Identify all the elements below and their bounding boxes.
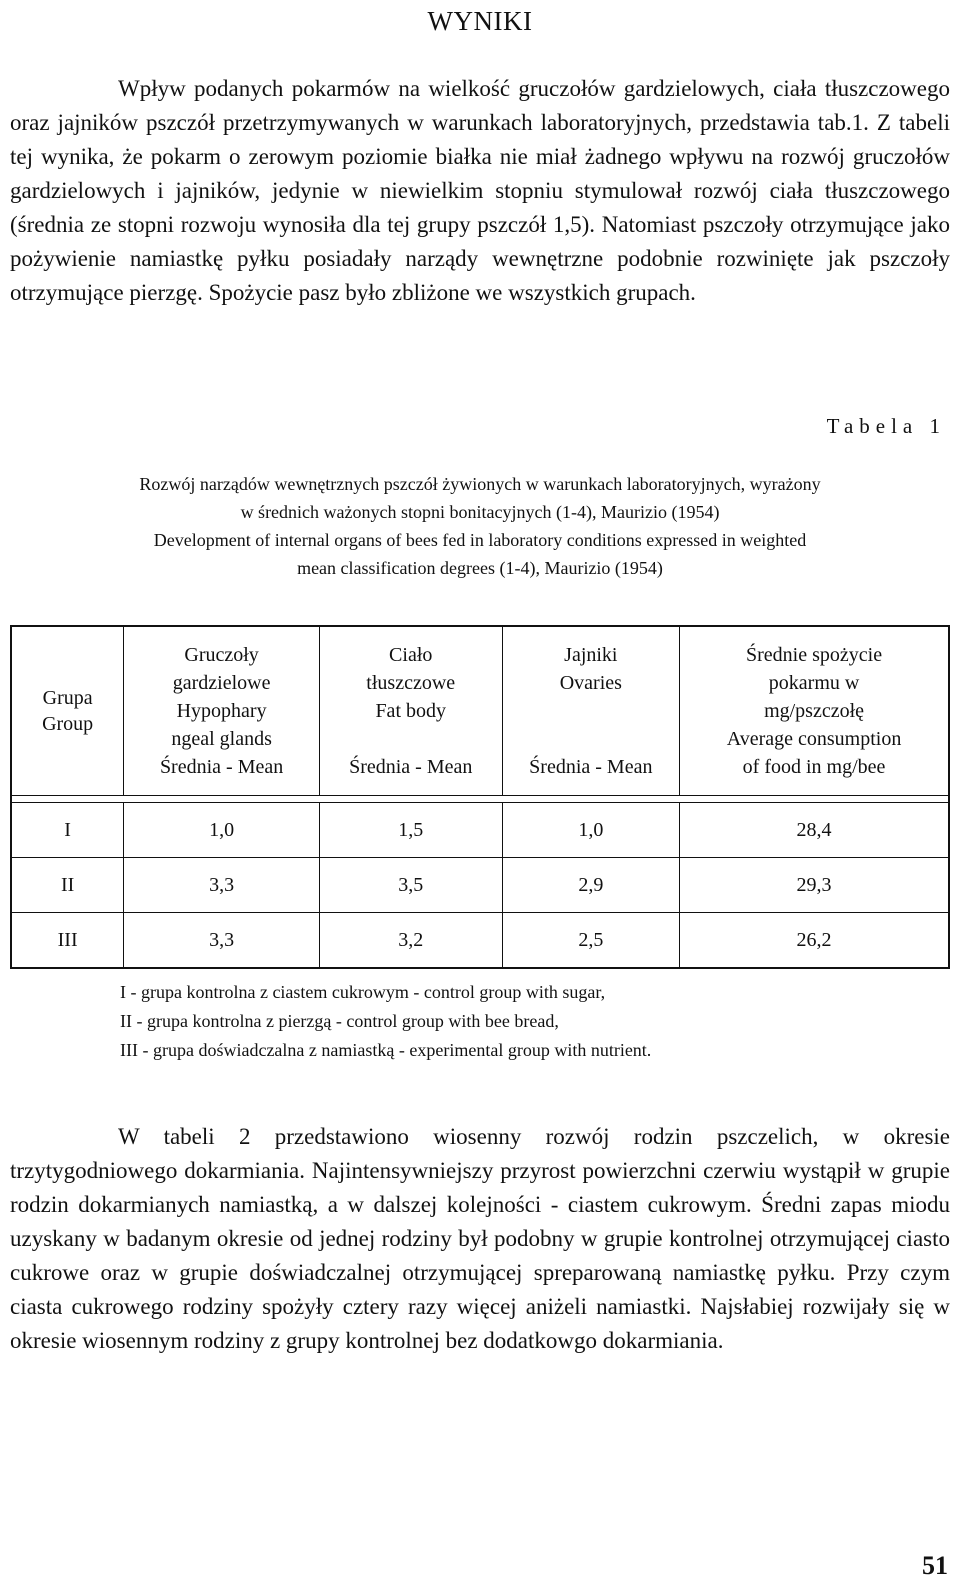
header-line: Average consumption [726, 728, 902, 750]
header-line: Grupa [42, 687, 93, 709]
header-line: Średnia - Mean [529, 756, 653, 778]
table-row [11, 858, 949, 913]
table-row [11, 803, 949, 858]
header-line: Group [42, 713, 94, 735]
header-fat-body [319, 626, 502, 796]
table-label: Tabela 1 [826, 414, 946, 438]
cell-group: I [11, 803, 124, 858]
caption-en-line2: mean classification degrees (1-4), Maurizio (1954) [297, 558, 663, 578]
discussion-paragraph: W tabeli 2 przedstawiono wiosenny rozwój rodzin pszczelich, w okresie trzytygodniowego dokarmiania. Najintensywniejszy przyrost powierzchni czerwiu wystąpił w grupie rodzin dokarmianych namiastką, a w dalszej kolejności - ciastem cukrowym. Średni zapas miodu uzyskany w badanym okresie od jednej rodziny był podobny w grupie kontrolnej otrzymującej ciasto cukrowe oraz w grupie doświadczalnej otrzymującej spreparowaną namiastkę pyłku. Przy czym ciasta cukrowego rodziny spożyły cztery razy więcej aniżeli namiastki. Najsłabiej rozwijały się w okresie wiosennym rodziny z grupy kontrolnej bez dodatkowgo dokarmiania. [10, 1124, 950, 1353]
cell-consumption: 29,3 [680, 858, 949, 913]
header-line: Ovaries [559, 672, 622, 694]
header-line: Średnia - Mean [159, 756, 284, 778]
header-line: Gruczoły [184, 644, 259, 666]
page-number: 51 [922, 1551, 948, 1580]
header-line: Fat body [375, 700, 446, 722]
caption-en-line1: Development of internal organs of bees fed in laboratory conditions expressed in weighted [153, 530, 807, 550]
cell-consumption: 28,4 [680, 803, 949, 858]
cell-ovaries: 2,9 [502, 858, 680, 913]
header-line: gardzielowe [172, 672, 271, 694]
header-line: Hypophary [176, 700, 267, 722]
header-line: Średnie spożycie [746, 644, 883, 666]
cell-group: II [11, 858, 124, 913]
cell-ovaries: 1,0 [502, 803, 680, 858]
cell-glands: 1,0 [124, 803, 320, 858]
caption-pl-line2: w średnich ważonych stopni bonitacyjnych (1-4), Maurizio (1954) [240, 502, 720, 522]
separator-cell [11, 796, 949, 803]
header-line: mg/pszczołę [764, 700, 865, 722]
cell-glands: 3,3 [124, 913, 320, 969]
caption-pl-line1: Rozwój narządów wewnętrznych pszczół żywionych w warunkach laboratoryjnych, wyrażony [139, 474, 821, 494]
note-line: III - grupa doświadczalna z namiastką - experimental group with nutrient. [120, 1040, 652, 1060]
header-line: tłuszczowe [366, 672, 456, 694]
header-line: ngeal glands [171, 728, 272, 750]
header-line [324, 725, 498, 753]
results-paragraph: Wpływ podanych pokarmów na wielkość gruczołów gardzielowych, ciała tłuszczowego oraz jajników pszczół przetrzymywanych w warunkach laboratoryjnych, przedstawia tab.1. Z tabeli tej wynika, że pokarm o zerowym poziomie białka nie miał żadnego wpływu na rozwój gruczołów gardzielowych i jajników, jedynie w niewielkim stopniu stymulował rozwój ciała tłuszczowego (średnia ze stopni rozwoju wynosiła dla tej grupy pszczół 1,5). Natomiast pszczoły otrzymujące jako pożywienie namiastkę pyłku posiadały narządy wewnętrzne podobnie rozwinięte jak pszczoły otrzymujące pierzgę. Spożycie pasz było zbliżone we wszystkich grupach. [10, 76, 950, 305]
table-notes [120, 978, 940, 1065]
header-line: of food in mg/bee [742, 756, 886, 778]
table-separator [11, 796, 949, 803]
header-line: pokarmu w [768, 672, 860, 694]
cell-fat-body: 3,5 [319, 858, 502, 913]
header-spacer [507, 697, 676, 725]
cell-consumption: 26,2 [680, 913, 949, 969]
note-line: I - grupa kontrolna z ciastem cukrowym - control group with sugar, [120, 982, 606, 1002]
header-glands [124, 626, 320, 796]
header-line: Ciało [389, 644, 433, 666]
table-header-row [11, 626, 949, 796]
cell-glands: 3,3 [124, 858, 320, 913]
results-table [10, 625, 950, 969]
header-consumption [680, 626, 949, 796]
table-caption [10, 470, 950, 582]
cell-group: III [11, 913, 124, 969]
header-spacer [507, 725, 676, 753]
cell-fat-body: 1,5 [319, 803, 502, 858]
table-row [11, 913, 949, 969]
header-line: Średnia - Mean [349, 756, 473, 778]
header-line: Jajniki [564, 644, 618, 666]
cell-fat-body: 3,2 [319, 913, 502, 969]
section-heading: WYNIKI [427, 6, 533, 36]
header-ovaries [502, 626, 680, 796]
note-line: II - grupa kontrolna z pierzgą - control group with bee bread, [120, 1011, 559, 1031]
header-group [11, 626, 124, 796]
cell-ovaries: 2,5 [502, 913, 680, 969]
